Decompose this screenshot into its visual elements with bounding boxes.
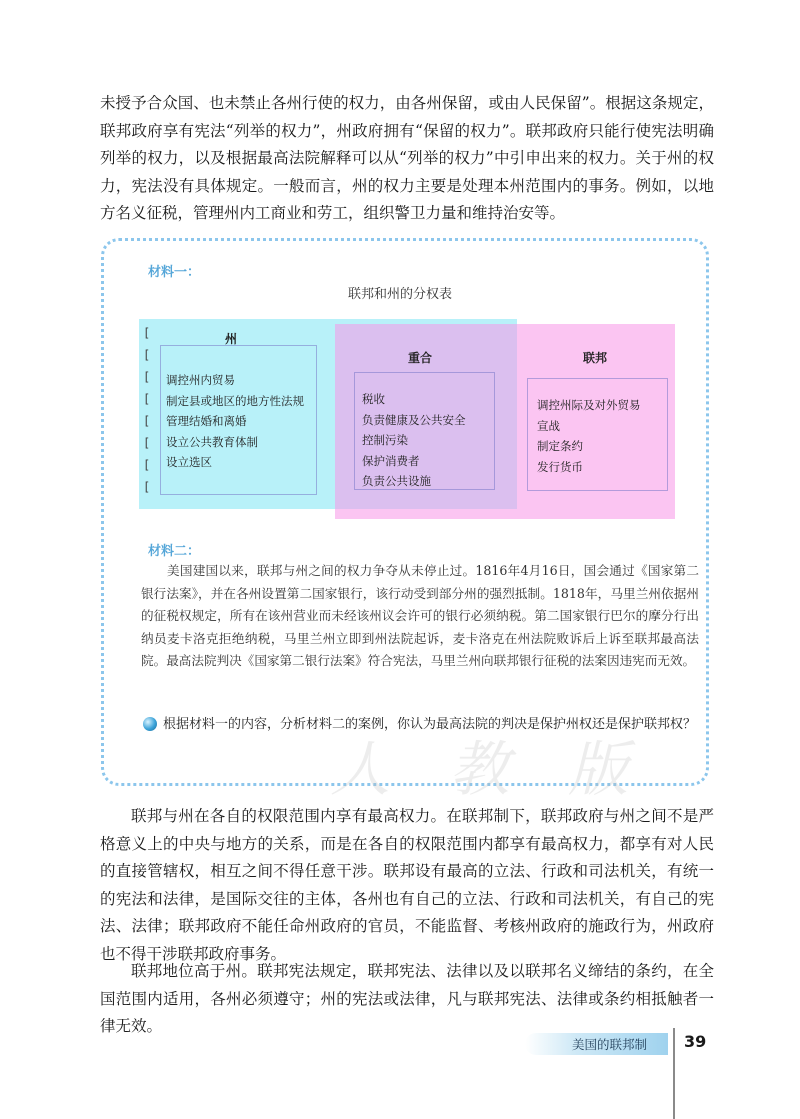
- list-item: 税收: [362, 392, 385, 406]
- federal-heading: 联邦: [583, 351, 608, 365]
- watermark: 人 教 版: [330, 735, 649, 805]
- material1-label: 材料一：: [148, 265, 201, 280]
- table-title: 联邦和州的分权表: [347, 287, 452, 302]
- overlap-heading: 重合: [408, 351, 433, 365]
- list-item: 设立选区: [166, 455, 212, 469]
- left-bracket-decoration: [ [ [ [ [ [ [ [: [143, 326, 151, 494]
- list-item: 调控州际及对外贸易: [537, 398, 641, 412]
- body-paragraph-2: 联邦地位高于州。联邦宪法规定，联邦宪法、法律以及以联邦名义缔结的条约，在全国范围内适用，各州必须遵守；州的宪法或法律，凡与联邦宪法、法律或条约相抵触者一律无效。: [100, 962, 714, 1035]
- list-item: 发行货币: [537, 459, 583, 474]
- footer-chapter-title: 美国的联邦制: [572, 1037, 648, 1052]
- list-item: 宣战: [537, 418, 560, 433]
- list-item: 制定县或地区的地方性法规: [166, 393, 304, 408]
- overlap-power-list: [362, 389, 466, 492]
- page-number: 39: [684, 1032, 707, 1051]
- list-item: 制定条约: [537, 439, 583, 453]
- state-power-list: [166, 370, 304, 473]
- list-item: 控制污染: [362, 433, 408, 447]
- list-item: 负责健康及公共安全: [362, 412, 466, 427]
- list-item: 管理结婚和离婚: [166, 414, 247, 428]
- list-item: 调控州内贸易: [166, 373, 235, 387]
- list-item: 保护消费者: [362, 453, 420, 468]
- material2-label: 材料二：: [148, 544, 201, 559]
- intro-paragraph: 未授予合众国、也未禁止各州行使的权力，由各州保留，或由人民保留”。根据这条规定，联邦政府享有宪法“列举的权力”，州政府拥有“保留的权力”。联邦政府只能行使宪法明确列举的权力，以及根据最高法院解释可以从“列举的权力”中引申出来的权力。关于州的权力，宪法没有具体规定。一般而言，州的权力主要是处理本州范围内的事务。例如，以地方名义征税，管理州内工商业和劳工，组织警卫力量和维持治安等。: [100, 94, 714, 222]
- federal-power-list: [537, 395, 641, 477]
- list-item: 负责公共设施: [362, 474, 431, 488]
- list-item: 设立公共教育体制: [166, 434, 258, 449]
- body-paragraph-1: 联邦与州在各自的权限范围内享有最高权力。在联邦制下，联邦政府与州之间不是严格意义上的中央与地方的关系，而是在各自的权限范围内都享有最高权力，都享有对人民的直接管辖权，相互之间不得任意干涉。联邦设有最高的立法、行政和司法机关，有统一的宪法和法律，是国际交往的主体，各州也有自己的立法、行政和司法机关，有自己的宪法、法律；联邦政府不能任命州政府的官员，不能监督、考核州政府的施政行为，州政府也不得干涉联邦政府事务。: [100, 807, 714, 963]
- state-heading: 州: [225, 332, 238, 346]
- discussion-question: 根据材料一的内容，分析材料二的案例，你认为最高法院的判决是保护州权还是保护联邦权？: [163, 717, 697, 732]
- material2-text: 美国建国以来，联邦与州之间的权力争夺从未停止过。1816年4月16日，国会通过《国家第二银行法案》，并在各州设置第二国家银行，该行动受到部分州的强烈抵制。1818年，马里兰州依据州的征税权规定，所有在该州营业而未经该州议会许可的银行必须纳税。第二国家银行巴尔的摩分行出纳员麦卡洛克拒绝纳税，马里兰州立即到州法院起诉，麦卡洛克在州法院败诉后上诉至联邦最高法院。最高法院判决《国家第二银行法案》符合宪法，马里兰州向联邦银行征税的法案因违宪而无效。: [141, 563, 699, 668]
- footer-divider: [673, 1028, 675, 1119]
